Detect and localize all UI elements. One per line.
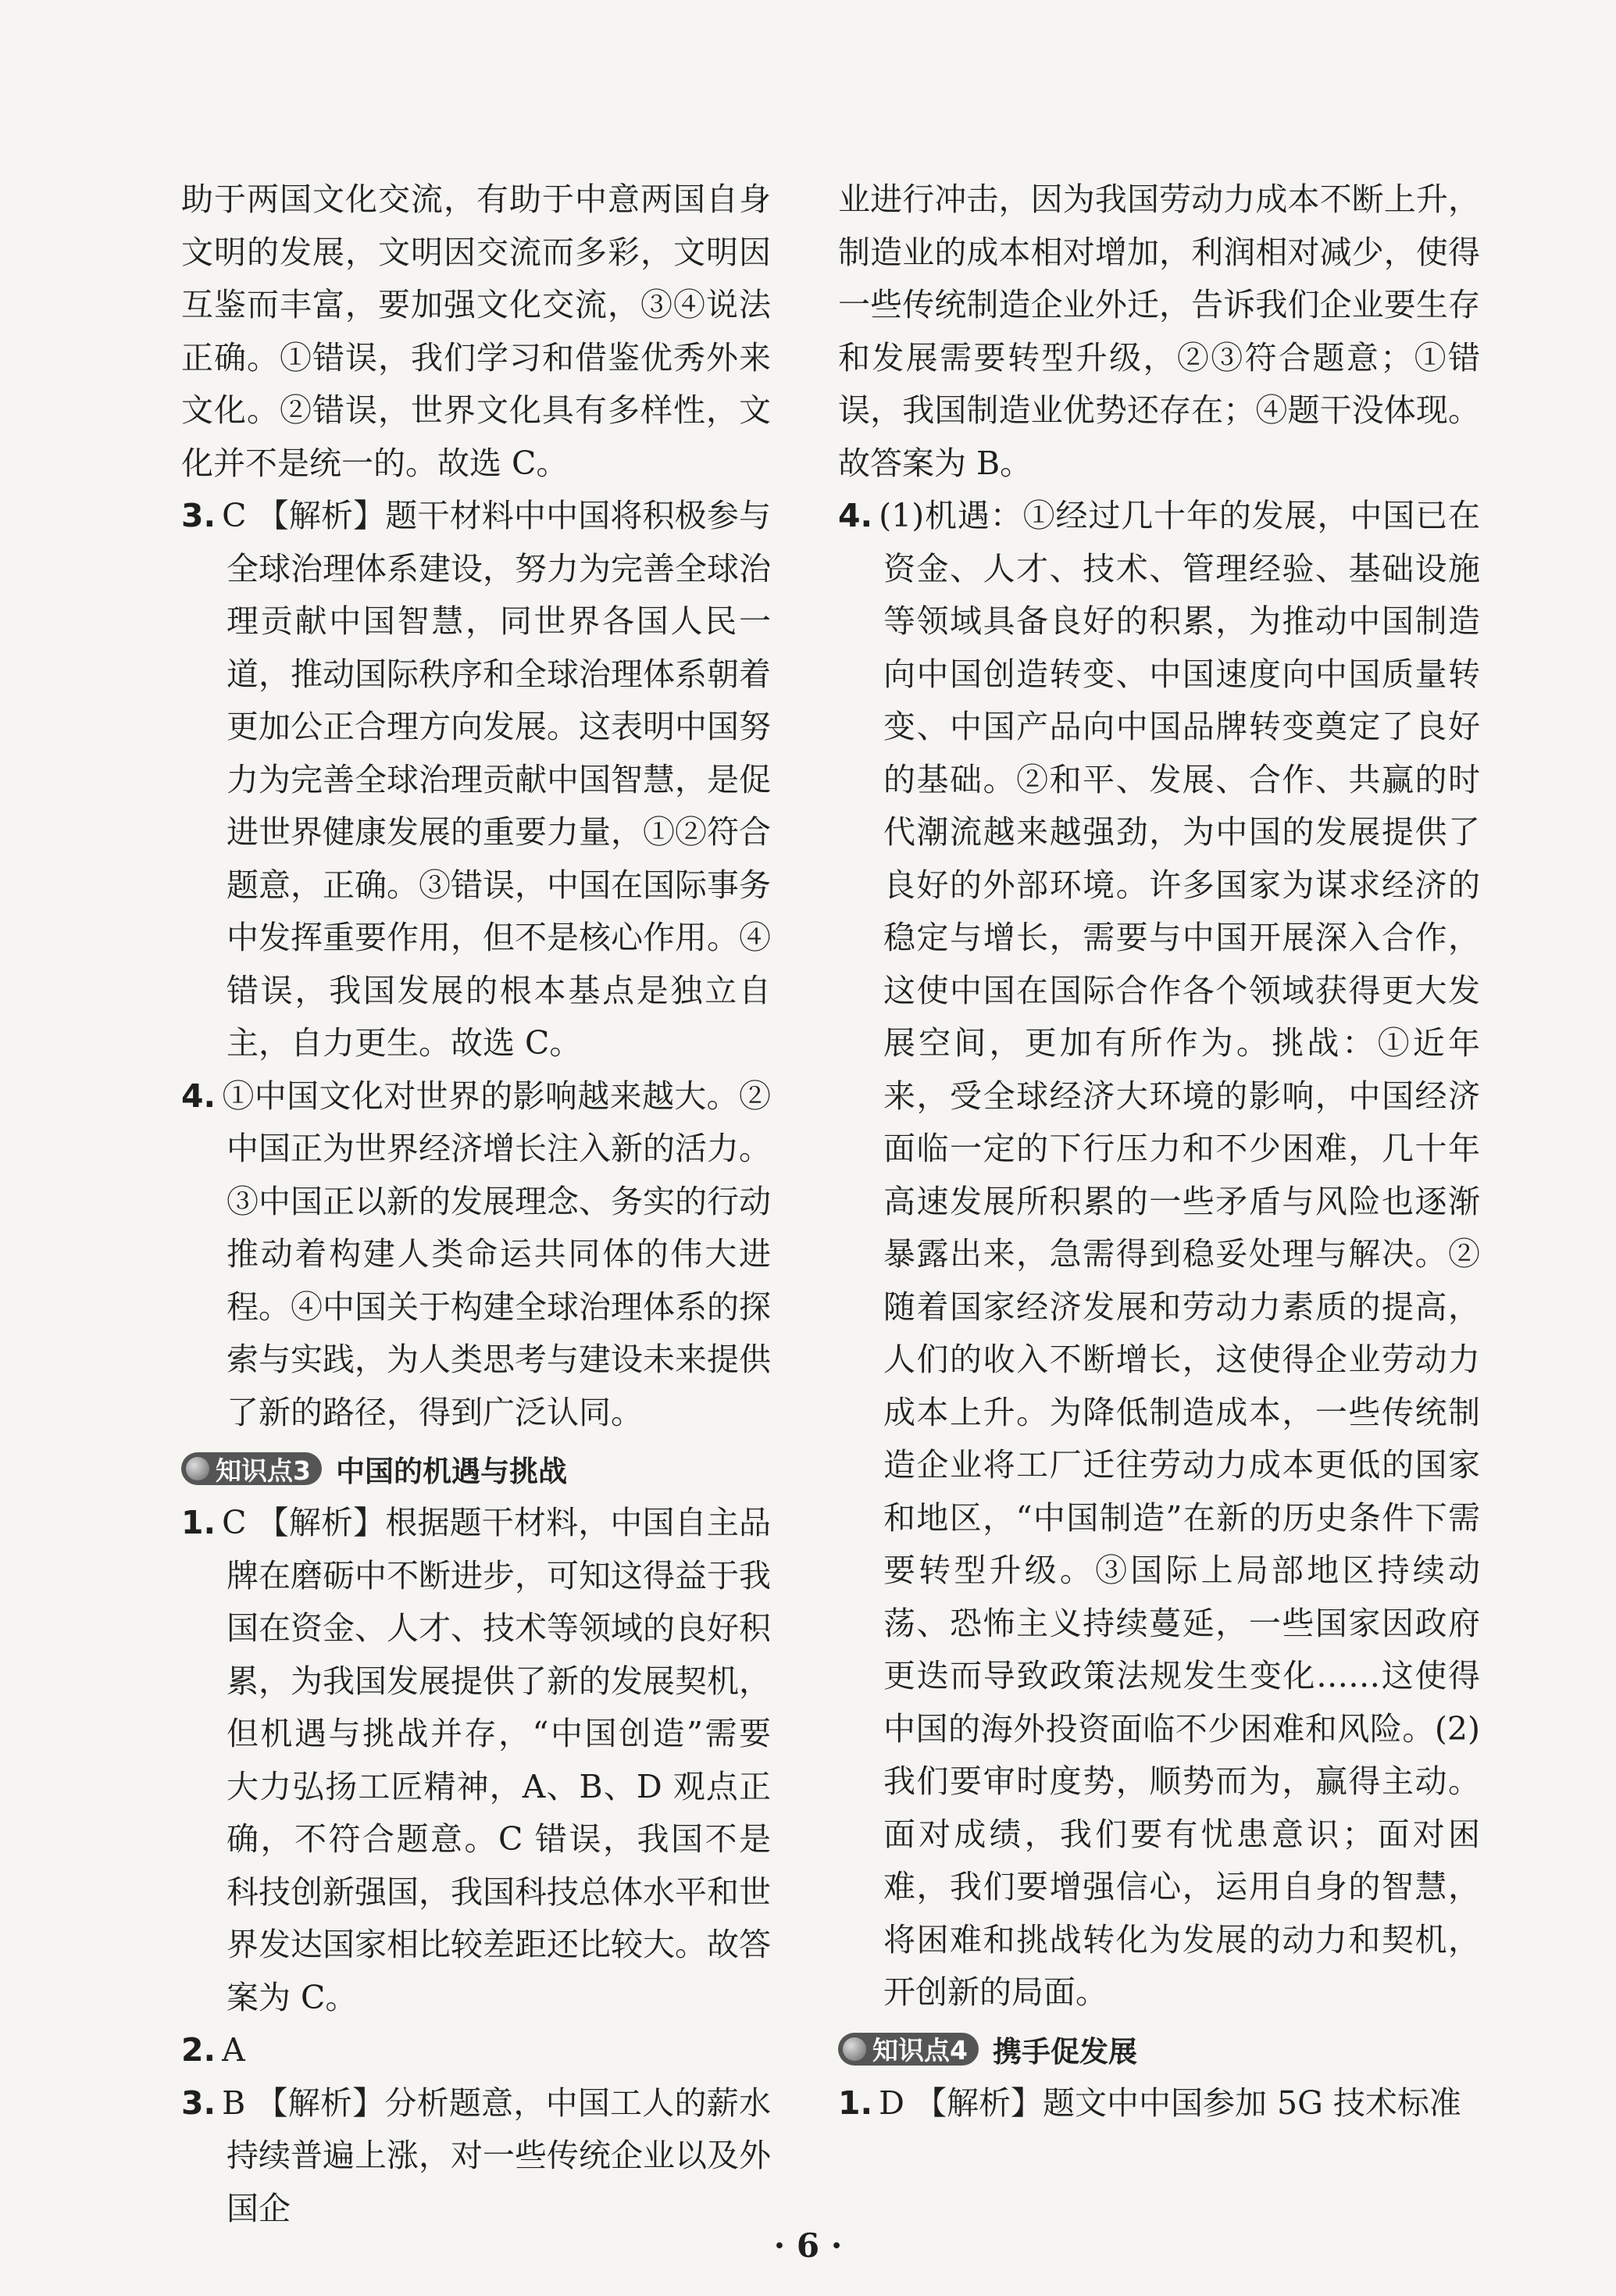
section-header-3 (181, 1442, 771, 1495)
answer-number: 4. (838, 497, 873, 534)
answer-text: (1)机遇：①经过几十年的发展，中国已在资金、人才、技术、管理经验、基础设施等领域具备良好的积累，为推动中国制造向中国创造转变、中国速度向中国质量转变、中国产品向中国品牌转变奠定了良好的基础。②和平、发展、合作、共赢的时代潮流越来越强劲，为中国的发展提供了良好的外部环境。许多国家为谋求经济的稳定与增长，需要与中国开展深入合作，这使中国在国际合作各个领域获得更大发展空间，更加有所作为。挑战：①近年来，受全球经济大环境的影响，中国经济面临一定的下行压力和不少困难，几十年高速发展所积累的一些矛盾与风险也逐渐暴露出来，急需得到稳妥处理与解决。②随着国家经济发展和劳动力素质的提高，人们的收入不断增长，这使得企业劳动力成本上升。为降低制造成本，一些传统制造企业将工厂迁往劳动力成本更低的国家和地区，“中国制造”在新的历史条件下需要转型升级。③国际上局部地区持续动荡、恐怖主义持续蔓延，一些国家因政府更迭而导致政策法规发生变化……这使得中国的海外投资面临不少困难和风险。(2)我们要审时度势，顺势而为，赢得主动。面对成绩，我们要有忧患意识；面对困难，我们要增强信心，运用自身的智慧，将困难和挑战转化为发展的动力和契机，开创新的局面。 (879, 497, 1480, 2011)
section3-answer-2 (181, 2024, 771, 2077)
answer-text: D 【解析】题文中中国参加 5G 技术标准 (879, 2084, 1461, 2122)
answer-text: A (222, 2031, 245, 2069)
answer-text: C 【解析】题干材料中中国将积极参与全球治理体系建设，努力为完善全球治理贡献中国智慧，同世界各国人民一道，推动国际秩序和全球治理体系朝着更加公正合理方向发展。这表明中国努力为完善全球治理贡献中国智慧，是促进世界健康发展的重要力量，①②符合题意，正确。③错误，中国在国际事务中发挥重要作用，但不是核心作用。④错误，我国发展的根本基点是独立自主，自力更生。故选 C。 (222, 497, 771, 1062)
answer-4-detail (838, 490, 1480, 2019)
left-column (181, 173, 771, 2235)
answer-number: 3. (181, 497, 216, 534)
answer-number: 2. (181, 2031, 216, 2069)
circle-bullet-icon (843, 2037, 866, 2061)
left-paragraph-continued: 助于两国文化交流，有助于中意两国自身文明的发展，文明因交流而多彩，文明因互鉴而丰富，要加强文化交流，③④说法正确。①错误，我们学习和借鉴优秀外来文化。②错误，世界文化具有多样性，文化并不是统一的。故选 C。 (181, 180, 771, 482)
section-title: 携手促发展 (992, 2034, 1137, 2069)
answer-number: 1. (181, 1504, 216, 1541)
page-number: · 6 · (773, 2226, 843, 2265)
circle-bullet-icon (186, 1457, 209, 1480)
section-tag: 知识点4 (838, 2033, 979, 2066)
answer-text: C 【解析】根据题干材料，中国自主品牌在磨砺中不断进步，可知这得益于我国在资金、人才、技术等领域的良好积累，为我国发展提供了新的发展契机，但机遇与挑战并存，“中国创造”需要大力弘扬工匠精神，A、B、D 观点正确，不符合题意。C 错误，我国不是科技创新强国，我国科技总体水平和世界发达国家相比较差距还比较大。故答案为 C。 (222, 1504, 771, 2016)
answer-text: B 【解析】分析题意，中国工人的薪水持续普遍上涨，对一些传统企业以及外国企 (222, 2084, 771, 2227)
section-tag: 知识点3 (181, 1452, 322, 1485)
section3-answer-1 (181, 1497, 771, 2024)
section4-answer-1 (838, 2077, 1480, 2130)
section3-answer-3 (181, 2077, 771, 2236)
right-paragraph-continued: 业进行冲击，因为我国劳动力成本不断上升，制造业的成本相对增加，利润相对减少，使得一些传统制造企业外迁，告诉我们企业要生存和发展需要转型升级，②③符合题意；①错误，我国制造业优势还存在；④题干没体现。故答案为 B。 (838, 180, 1480, 482)
answer-4 (181, 1070, 771, 1440)
answer-text: ①中国文化对世界的影响越来越大。②中国正为世界经济增长注入新的活力。③中国正以新的发展理念、务实的行动推动着构建人类命运共同体的伟大进程。④中国关于构建全球治理体系的探索与实践，为人类思考与建设未来提供了新的路径，得到广泛认同。 (222, 1077, 771, 1431)
answer-number: 4. (181, 1077, 216, 1115)
answer-3 (181, 490, 771, 1070)
section-header-4 (838, 2023, 1480, 2076)
section-title: 中国的机遇与挑战 (335, 1455, 567, 1488)
answer-number: 3. (181, 2084, 216, 2122)
right-column (838, 173, 1480, 2130)
answer-number: 1. (838, 2084, 873, 2122)
